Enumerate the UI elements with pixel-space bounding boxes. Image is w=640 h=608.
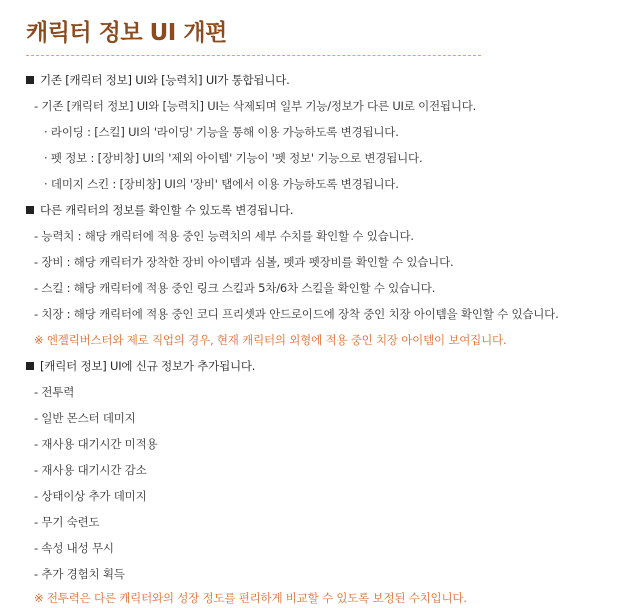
note-text: ※ 전투력은 다른 캐릭터와의 성장 정도를 편리하게 비교할 수 있도록 보정된 수치입니다. — [34, 591, 467, 605]
list-item: - 장비 : 해당 캐릭터가 장착한 장비 아이템과 심볼, 펫과 펫장비를 확인할 수 있습니다. — [34, 255, 454, 269]
square-bullet-icon — [26, 206, 34, 214]
section-heading — [26, 72, 290, 88]
section-heading — [26, 358, 255, 374]
list-item: - 전투력 — [34, 385, 75, 399]
square-bullet-icon — [26, 362, 34, 370]
list-item: - 기존 [캐릭터 정보] UI와 [능력치] UI는 삭제되며 일부 기능/정보가 다른 UI로 이전됩니다. — [34, 99, 477, 113]
page-title: 캐릭터 정보 UI 개편 — [26, 20, 227, 46]
square-bullet-icon — [26, 76, 34, 84]
section-heading-text: 기존 [캐릭터 정보] UI와 [능력치] UI가 통합됩니다. — [40, 73, 290, 87]
list-item: - 상태이상 추가 데미지 — [34, 489, 147, 503]
title-divider — [26, 55, 481, 56]
list-item: - 재사용 대기시간 감소 — [34, 463, 147, 477]
list-item: - 능력치 : 해당 캐릭터에 적용 중인 능력치의 세부 수치를 확인할 수 있습니다. — [34, 229, 414, 243]
list-item: - 무기 숙련도 — [34, 515, 100, 529]
section-heading-text: 다른 캐릭터의 정보를 확인할 수 있도록 변경됩니다. — [40, 203, 294, 217]
list-item: - 추가 경험치 획득 — [34, 567, 125, 581]
list-item: - 치장 : 해당 캐릭터에 적용 중인 코디 프리셋과 안드로이드에 장착 중인 치장 아이템을 확인할 수 있습니다. — [34, 307, 559, 321]
list-subitem: · 라이딩 : [스킬] UI의 '라이딩' 기능을 통해 이용 가능하도록 변경됩니다. — [44, 125, 399, 139]
list-subitem: · 펫 정보 : [장비창] UI의 '제외 아이템' 기능이 '펫 정보' 기능으로 변경됩니다. — [44, 151, 423, 165]
list-item: - 재사용 대기시간 미적용 — [34, 437, 158, 451]
note-text: ※ 엔젤릭버스터와 제로 직업의 경우, 현재 캐릭터의 외형에 적용 중인 치장 아이템이 보여집니다. — [34, 333, 507, 347]
list-item: - 속성 내성 무시 — [34, 541, 114, 555]
section-heading — [26, 202, 293, 218]
list-item: - 일반 몬스터 데미지 — [34, 411, 136, 425]
list-item: - 스킬 : 해당 캐릭터에 적용 중인 링크 스킬과 5차/6차 스킬을 확인할 수 있습니다. — [34, 281, 436, 295]
list-subitem: · 데미지 스킨 : [장비창] UI의 '장비' 탭에서 이용 가능하도록 변경됩니다. — [44, 177, 399, 191]
section-heading-text: [캐릭터 정보] UI에 신규 정보가 추가됩니다. — [40, 359, 256, 373]
